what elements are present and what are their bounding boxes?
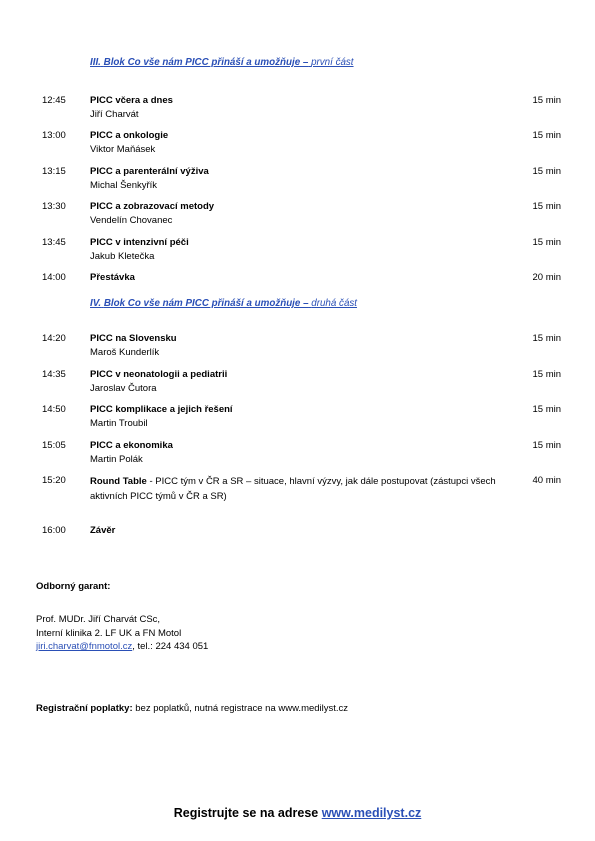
- row-time: 13:45: [42, 237, 66, 248]
- row-speaker: Maroš Kunderlík: [90, 347, 160, 358]
- round-table-line2: aktivních PICC týmů v ČR a SR): [90, 491, 227, 502]
- row-time: 14:35: [42, 369, 66, 380]
- row-time: 13:15: [42, 166, 66, 177]
- round-table-line1: - PICC tým v ČR a SR – situace, hlavní výzvy, jak dále postupovat (zástupci všech: [146, 476, 496, 487]
- row-duration: 15 min: [532, 201, 561, 212]
- row-time: 14:20: [42, 333, 66, 344]
- row-speaker: Vendelín Chovanec: [90, 215, 173, 226]
- row-duration: 40 min: [532, 475, 561, 486]
- section-part: druhá část: [311, 298, 358, 309]
- row-duration: 15 min: [532, 369, 561, 380]
- section-title: Blok Co vše nám PICC přináší a umožňuje –: [103, 298, 309, 309]
- footer-text: Registrujte se na adrese: [173, 806, 322, 820]
- row-time: 13:00: [42, 130, 66, 141]
- row-title: PICC a onkologie: [90, 130, 169, 141]
- registration-fee-label: Registrační poplatky:: [36, 703, 133, 714]
- registration-fee: [36, 703, 348, 714]
- row-time: 14:00: [42, 272, 66, 283]
- section-heading-block3: [90, 57, 354, 68]
- row-duration: 15 min: [532, 404, 561, 415]
- row-speaker: Jiří Charvát: [90, 109, 139, 120]
- garant-name: Prof. MUDr. Jiří Charvát CSc,: [36, 614, 161, 625]
- row-time: 14:50: [42, 404, 66, 415]
- row-speaker: Viktor Maňásek: [90, 144, 156, 155]
- row-title: PICC v intenzivní péči: [90, 237, 189, 248]
- row-speaker: Jaroslav Čutora: [90, 383, 157, 394]
- row-title: PICC a zobrazovací metody: [90, 201, 215, 212]
- row-duration: 15 min: [532, 237, 561, 248]
- garant-contact: [36, 641, 208, 652]
- row-speaker: Martin Polák: [90, 454, 143, 465]
- row-speaker: Martin Troubil: [90, 418, 148, 429]
- row-duration: 20 min: [532, 272, 561, 283]
- email-link[interactable]: jiri.charvat@fnmotol.cz: [36, 641, 133, 652]
- row-title: PICC v neonatologii a pediatrii: [90, 369, 228, 380]
- row-duration: 15 min: [532, 130, 561, 141]
- section-heading-block4: [90, 298, 357, 309]
- section-part: první část: [311, 57, 354, 68]
- row-time: 12:45: [42, 95, 66, 106]
- footer-website-link[interactable]: www.medilyst.cz: [321, 806, 422, 820]
- registration-fee-text: bez poplatků, nutná registrace na www.medilyst.cz: [132, 703, 349, 714]
- row-title: PICC komplikace a jejich řešení: [90, 404, 233, 415]
- garant-affiliation: Interní klinika 2. LF UK a FN Motol: [36, 628, 182, 639]
- row-duration: 15 min: [532, 440, 561, 451]
- row-duration: 15 min: [532, 333, 561, 344]
- row-title: Round Table: [90, 476, 147, 487]
- footer-cta: [0, 806, 595, 820]
- round-table-description: [90, 474, 520, 504]
- section-roman: III.: [90, 57, 101, 68]
- garant-phone: , tel.: 224 434 051: [132, 641, 209, 652]
- section-roman: IV.: [90, 298, 102, 309]
- row-speaker: Michal Šenkyřík: [90, 180, 158, 191]
- row-title: Závěr: [90, 525, 116, 536]
- row-duration: 15 min: [532, 95, 561, 106]
- row-duration: 15 min: [532, 166, 561, 177]
- row-title: PICC na Slovensku: [90, 333, 177, 344]
- row-time: 15:05: [42, 440, 66, 451]
- garant-label: Odborný garant:: [36, 581, 111, 592]
- row-title: PICC a parenterální výživa: [90, 166, 209, 177]
- row-time: 15:20: [42, 475, 66, 486]
- row-title: Přestávka: [90, 272, 135, 283]
- section-title: Blok Co vše nám PICC přináší a umožňuje –: [103, 57, 309, 68]
- row-time: 16:00: [42, 525, 66, 536]
- row-time: 13:30: [42, 201, 66, 212]
- row-title: PICC včera a dnes: [90, 95, 173, 106]
- row-speaker: Jakub Kletečka: [90, 251, 155, 262]
- row-title: PICC a ekonomika: [90, 440, 173, 451]
